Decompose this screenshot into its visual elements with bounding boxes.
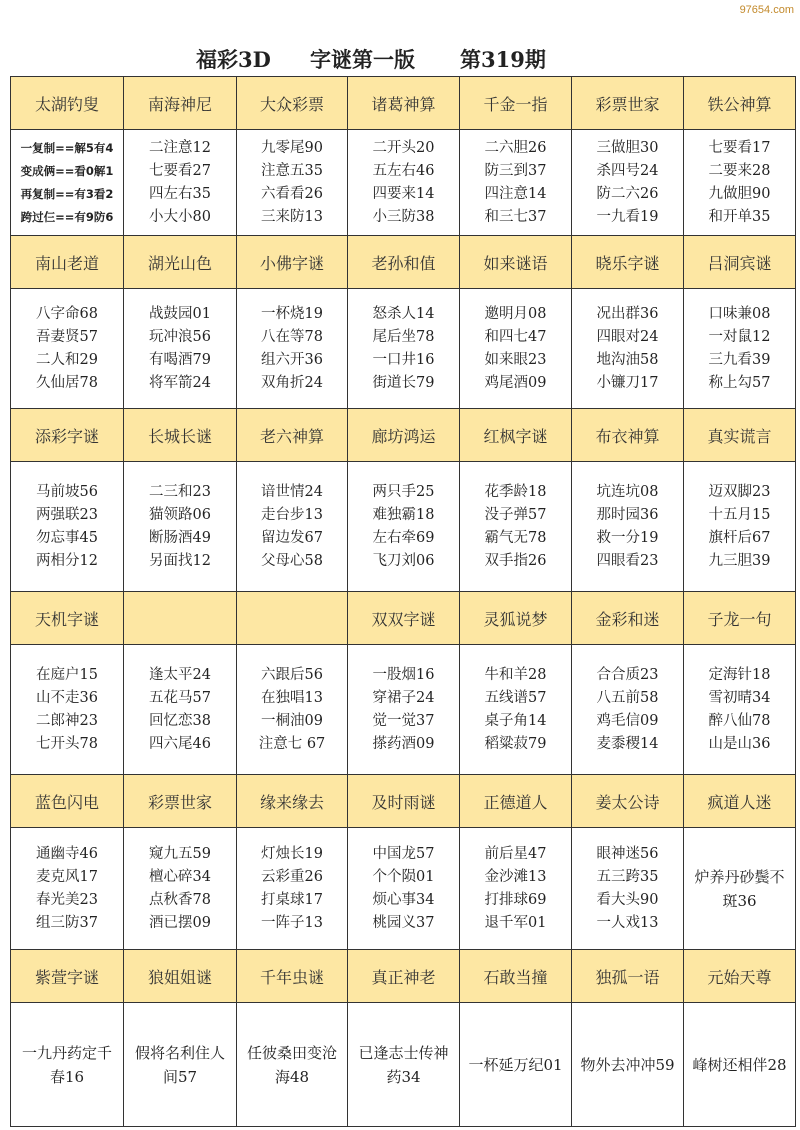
expert-name-cell: 彩票世家: [572, 77, 684, 130]
prediction-line: 觉一觉37: [372, 712, 435, 729]
prediction-line: 迈双脚23: [708, 483, 771, 500]
prediction-line: 定海针18: [708, 666, 771, 683]
prediction-cell: [460, 130, 572, 236]
prediction-cell: [237, 828, 348, 950]
prediction-line: 久仙居78: [36, 374, 98, 391]
prediction-line: 走台步13: [261, 506, 323, 523]
prediction-cell: [572, 1003, 684, 1127]
title-issue: 第319期: [460, 47, 546, 72]
prediction-line: 三做胆30: [596, 139, 659, 156]
prediction-line: 七要看27: [149, 162, 211, 179]
expert-name-cell: 晓乐字谜: [572, 236, 684, 289]
expert-name-cell: 正德道人: [460, 775, 572, 828]
header-row: [11, 236, 796, 289]
prediction-cell: [124, 828, 237, 950]
prediction-row: [11, 130, 796, 236]
prediction-line: 组三防37: [36, 914, 98, 931]
prediction-line: 尾后坐78: [372, 328, 435, 345]
prediction-cell: [348, 462, 460, 592]
prediction-line: 二注意12: [149, 139, 211, 156]
expert-name-cell: 彩票世家: [124, 775, 237, 828]
prediction-line: 醉八仙78: [708, 712, 771, 729]
prediction-line: 玩冲浪56: [149, 328, 211, 345]
title-edition: 字谜第一版: [310, 47, 415, 72]
expert-name-cell: 如来谜语: [460, 236, 572, 289]
expert-name-cell: 太湖钓叟: [11, 77, 124, 130]
prediction-line: 吾妻贤57: [36, 328, 98, 345]
page-title: [0, 44, 800, 74]
riddle-table: [10, 76, 796, 1127]
prediction-line: 檀心碎34: [149, 868, 211, 885]
prediction-line: 将军箭24: [149, 374, 211, 391]
prediction-line: 一阵子13: [261, 914, 323, 931]
prediction-row: [11, 828, 796, 950]
prediction-line: 云彩重26: [261, 868, 323, 885]
prediction-cell: [124, 289, 237, 409]
prediction-line: 牛和羊28: [484, 666, 547, 683]
prediction-line: 勿忘事45: [36, 529, 98, 546]
prediction-line: 九零尾90: [261, 139, 323, 156]
prediction-line: 三九看39: [708, 351, 771, 368]
expert-name-cell: 吕洞宾谜: [684, 236, 796, 289]
expert-name-cell: [124, 592, 237, 645]
prediction-line: 和开单35: [708, 208, 771, 225]
prediction-line: 退千军01: [484, 914, 547, 931]
prediction-line: 父母心58: [261, 552, 323, 569]
prediction-line: 称上勾57: [708, 374, 771, 391]
header-row: [11, 409, 796, 462]
expert-name-cell: 诸葛神算: [348, 77, 460, 130]
expert-name-cell: 湖光山色: [124, 236, 237, 289]
expert-name-cell: 金彩和迷: [572, 592, 684, 645]
expert-name-cell: 姜太公诗: [572, 775, 684, 828]
prediction-cell: [348, 130, 460, 236]
prediction-cell: [460, 828, 572, 950]
prediction-cell: [460, 645, 572, 775]
prediction-line: 一对鼠12: [708, 328, 771, 345]
prediction-line: 五线谱57: [484, 689, 547, 706]
prediction-cell: [237, 130, 348, 236]
expert-name-cell: 天机字谜: [11, 592, 124, 645]
prediction-line: 二六胆26: [484, 139, 547, 156]
expert-name-cell: 双双字谜: [348, 592, 460, 645]
prediction-line: 雪初晴34: [708, 689, 771, 706]
prediction-line: 战鼓园01: [149, 305, 211, 322]
prediction-line: 救一分19: [596, 529, 659, 546]
prediction-line: 四要来14: [372, 185, 435, 202]
prediction-line: 小大小80: [149, 208, 211, 225]
prediction-cell: [237, 289, 348, 409]
prediction-line: 一桐油09: [261, 712, 323, 729]
prediction-line: 和三七37: [484, 208, 547, 225]
prediction-line: 假将名利住人间57: [134, 1043, 225, 1086]
expert-name-cell: 元始天尊: [684, 950, 796, 1003]
prediction-line: 桃园义37: [372, 914, 435, 931]
expert-name-cell: 子龙一句: [684, 592, 796, 645]
prediction-cell: [460, 1003, 572, 1127]
site-watermark: 97654.com: [739, 4, 794, 16]
prediction-cell: [684, 130, 796, 236]
prediction-line: 鸡毛信09: [596, 712, 659, 729]
expert-name-cell: 千年虫谜: [237, 950, 348, 1003]
prediction-line: 两只手25: [372, 483, 435, 500]
prediction-line: 金沙滩13: [484, 868, 547, 885]
prediction-line: 在独唱13: [261, 689, 323, 706]
prediction-line: 注意七 67: [258, 735, 326, 752]
prediction-line: 猫领路06: [149, 506, 211, 523]
prediction-cell: [124, 462, 237, 592]
prediction-cell: [460, 462, 572, 592]
prediction-line: 麦黍稷14: [596, 735, 659, 752]
prediction-cell: [572, 289, 684, 409]
prediction-line: 麦克风17: [36, 868, 98, 885]
prediction-line: 变成俩==看0解1: [20, 163, 114, 178]
expert-name-cell: 红枫字谜: [460, 409, 572, 462]
title-lottery: 福彩3D: [196, 47, 271, 72]
prediction-cell: [11, 645, 124, 775]
prediction-line: 杀四号24: [596, 162, 659, 179]
prediction-line: 个个陨01: [372, 868, 435, 885]
expert-name-cell: 蓝色闪电: [11, 775, 124, 828]
prediction-cell: [572, 130, 684, 236]
prediction-line: 防二六26: [596, 185, 659, 202]
header-row: [11, 77, 796, 130]
prediction-line: 二三和23: [149, 483, 211, 500]
prediction-line: 旗杆后67: [708, 529, 771, 546]
prediction-line: 谙世情24: [261, 483, 323, 500]
prediction-line: 小镰刀17: [596, 374, 659, 391]
prediction-line: 点秋香78: [149, 891, 211, 908]
expert-name-cell: 布衣神算: [572, 409, 684, 462]
prediction-line: 四眼看23: [596, 552, 659, 569]
prediction-line: 口味兼08: [708, 305, 771, 322]
expert-name-cell: 小佛字谜: [237, 236, 348, 289]
prediction-cell: [348, 645, 460, 775]
prediction-line: 峰树还相伴28: [692, 1055, 787, 1074]
prediction-cell: [11, 462, 124, 592]
prediction-line: 邀明月08: [484, 305, 547, 322]
prediction-line: 马前坡56: [36, 483, 98, 500]
expert-name-cell: 老六神算: [237, 409, 348, 462]
prediction-cell: [572, 828, 684, 950]
prediction-line: 七开头78: [36, 735, 98, 752]
prediction-line: 炉养丹砂鬓不斑36: [694, 867, 785, 910]
prediction-line: 二人和29: [36, 351, 98, 368]
prediction-line: 九三胆39: [708, 552, 771, 569]
expert-name-cell: 千金一指: [460, 77, 572, 130]
prediction-line: 灯烛长19: [261, 845, 323, 862]
prediction-line: 二开头20: [372, 139, 435, 156]
prediction-cell: [348, 1003, 460, 1127]
prediction-line: 看大头90: [596, 891, 659, 908]
prediction-line: 物外去冲冲59: [580, 1055, 675, 1074]
expert-name-cell: 狼姐姐谜: [124, 950, 237, 1003]
expert-name-cell: [237, 592, 348, 645]
prediction-line: 怒杀人14: [372, 305, 435, 322]
prediction-line: 山是山36: [708, 735, 771, 752]
prediction-line: 五三跨35: [596, 868, 659, 885]
prediction-line: 那时园36: [596, 506, 659, 523]
prediction-line: 八在等78: [261, 328, 323, 345]
prediction-row: [11, 289, 796, 409]
prediction-row: [11, 462, 796, 592]
prediction-cell: [684, 645, 796, 775]
prediction-cell: [348, 289, 460, 409]
expert-name-cell: 南海神尼: [124, 77, 237, 130]
prediction-line: 再复制==有3看2: [20, 186, 114, 201]
prediction-line: 七要看17: [708, 139, 771, 156]
prediction-line: 街道长79: [372, 374, 435, 391]
prediction-line: 左右牵69: [372, 529, 435, 546]
prediction-line: 二郎神23: [36, 712, 98, 729]
prediction-line: 桌子角14: [484, 712, 547, 729]
expert-name-cell: 灵狐说梦: [460, 592, 572, 645]
expert-name-cell: 真实谎言: [684, 409, 796, 462]
prediction-line: 山不走36: [36, 689, 98, 706]
prediction-line: 通幽寺46: [36, 845, 98, 862]
prediction-line: 回忆恋38: [149, 712, 211, 729]
expert-name-cell: 疯道人迷: [684, 775, 796, 828]
prediction-cell: [124, 1003, 237, 1127]
prediction-line: 九做胆90: [708, 185, 771, 202]
prediction-line: 一复制==解5有4: [20, 140, 114, 155]
prediction-line: 穿裙子24: [372, 689, 435, 706]
prediction-line: 四六尾46: [149, 735, 211, 752]
prediction-line: 地沟油58: [596, 351, 659, 368]
prediction-line: 四左右35: [149, 185, 211, 202]
prediction-cell: [460, 289, 572, 409]
prediction-line: 打排球69: [484, 891, 547, 908]
prediction-line: 一九丹药定千春16: [21, 1043, 112, 1086]
prediction-line: 任彼桑田变沧海48: [246, 1043, 337, 1086]
prediction-line: 五花马57: [149, 689, 211, 706]
prediction-line: 组六开36: [261, 351, 323, 368]
header-row: [11, 592, 796, 645]
prediction-line: 酒已摆09: [149, 914, 211, 931]
prediction-line: 霸气无78: [484, 529, 547, 546]
prediction-cell: [237, 462, 348, 592]
expert-name-cell: 缘来缘去: [237, 775, 348, 828]
prediction-cell: [572, 462, 684, 592]
prediction-cell: [124, 645, 237, 775]
prediction-line: 五左右46: [372, 162, 435, 179]
prediction-line: 前后星47: [484, 845, 547, 862]
prediction-line: 双手指26: [484, 552, 547, 569]
prediction-line: 眼神迷56: [596, 845, 659, 862]
prediction-cell: [348, 828, 460, 950]
prediction-line: 一人戏13: [596, 914, 659, 931]
prediction-line: 和四七47: [484, 328, 547, 345]
prediction-cell: [11, 289, 124, 409]
prediction-row: [11, 645, 796, 775]
expert-name-cell: 及时雨谜: [348, 775, 460, 828]
prediction-cell: [11, 130, 124, 236]
prediction-line: 一股烟16: [372, 666, 435, 683]
expert-name-cell: 大众彩票: [237, 77, 348, 130]
expert-name-cell: 南山老道: [11, 236, 124, 289]
prediction-line: 春光美23: [36, 891, 98, 908]
prediction-cell: [237, 645, 348, 775]
prediction-line: 一九看19: [596, 208, 659, 225]
prediction-cell: [237, 1003, 348, 1127]
prediction-line: 如来眼23: [484, 351, 547, 368]
expert-name-cell: 独孤一语: [572, 950, 684, 1003]
expert-name-cell: 长城长谜: [124, 409, 237, 462]
prediction-line: 六看看26: [261, 185, 323, 202]
prediction-line: 留边发67: [261, 529, 323, 546]
prediction-line: 窥九五59: [149, 845, 211, 862]
expert-name-cell: 紫萱字谜: [11, 950, 124, 1003]
prediction-line: 中国龙57: [372, 845, 435, 862]
prediction-line: 二要来28: [708, 162, 771, 179]
prediction-line: 坑连坑08: [596, 483, 659, 500]
expert-name-cell: 添彩字谜: [11, 409, 124, 462]
prediction-line: 况出群36: [596, 305, 659, 322]
prediction-line: 在庭户15: [36, 666, 98, 683]
prediction-line: 断肠酒49: [149, 529, 211, 546]
prediction-cell: [11, 828, 124, 950]
prediction-line: 一口井16: [372, 351, 435, 368]
prediction-cell: [684, 1003, 796, 1127]
prediction-line: 飞刀刘06: [372, 552, 435, 569]
prediction-cell: [684, 828, 796, 950]
prediction-line: 另面找12: [149, 552, 211, 569]
prediction-line: 两相分12: [36, 552, 98, 569]
prediction-line: 六跟后56: [261, 666, 323, 683]
prediction-line: 已逢志士传神药34: [358, 1043, 449, 1086]
prediction-line: 打桌球17: [261, 891, 323, 908]
prediction-line: 烦心事34: [372, 891, 435, 908]
prediction-cell: [684, 462, 796, 592]
prediction-line: 没子弹57: [484, 506, 547, 523]
prediction-line: 双角折24: [261, 374, 323, 391]
prediction-line: 四眼对24: [596, 328, 659, 345]
prediction-line: 鸡尾酒09: [484, 374, 547, 391]
prediction-line: 三来防13: [261, 208, 323, 225]
prediction-line: 花季龄18: [484, 483, 547, 500]
prediction-line: 一杯烧19: [261, 305, 323, 322]
expert-name-cell: 廊坊鸿运: [348, 409, 460, 462]
expert-name-cell: 真正神老: [348, 950, 460, 1003]
prediction-line: 小三防38: [372, 208, 435, 225]
prediction-line: 稻粱菽79: [484, 735, 547, 752]
prediction-cell: [572, 645, 684, 775]
prediction-row: [11, 1003, 796, 1127]
prediction-line: 跨过仨==有9防6: [20, 209, 114, 224]
prediction-line: 难独霸18: [372, 506, 435, 523]
prediction-cell: [11, 1003, 124, 1127]
prediction-line: 注意五35: [261, 162, 323, 179]
expert-name-cell: 老孙和值: [348, 236, 460, 289]
prediction-line: 两强联23: [36, 506, 98, 523]
expert-name-cell: 石敢当撞: [460, 950, 572, 1003]
prediction-line: 逢太平24: [149, 666, 211, 683]
prediction-line: 八五前58: [596, 689, 659, 706]
prediction-cell: [124, 130, 237, 236]
prediction-line: 防三到37: [484, 162, 547, 179]
prediction-line: 一杯延万纪01: [468, 1055, 563, 1074]
header-row: [11, 950, 796, 1003]
prediction-line: 八字命68: [36, 305, 98, 322]
prediction-line: 四注意14: [484, 185, 547, 202]
prediction-line: 搽药酒09: [372, 735, 435, 752]
prediction-cell: [684, 289, 796, 409]
prediction-line: 十五月15: [708, 506, 771, 523]
prediction-line: 有喝酒79: [149, 351, 211, 368]
prediction-line: 合合质23: [596, 666, 659, 683]
header-row: [11, 775, 796, 828]
expert-name-cell: 铁公神算: [684, 77, 796, 130]
